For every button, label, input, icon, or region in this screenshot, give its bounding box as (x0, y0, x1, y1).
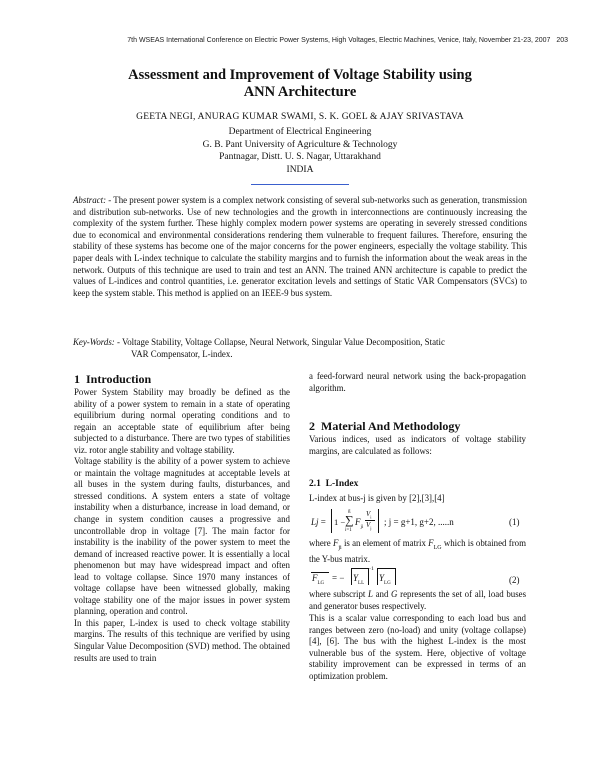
section-1-body (74, 387, 290, 664)
section-2-title: Material And Methodology (321, 419, 461, 433)
keywords (73, 337, 527, 360)
subsection-2-1-heading (309, 479, 358, 489)
eq2-Y2-sub: LG (384, 580, 391, 586)
title-divider (251, 184, 349, 185)
eq1-sum-lower: i=1 (345, 528, 352, 533)
eq2-F: F (312, 573, 318, 583)
eq1-F-sub: ji (360, 524, 364, 530)
section-1-heading (74, 372, 151, 387)
eq2-equals: = − (332, 573, 345, 583)
eq2-Y1: Y (353, 573, 359, 583)
title-line-2: ANN Architecture (243, 84, 357, 100)
where1-text-b: is an element of matrix (343, 538, 426, 548)
intro-paragraph-1: Power System Stability may broadly be defined as the ability of a power system to remain in a state of operating equilibrium during normal operating conditions and to regain an acceptable state of equilibrium after being subjected to a disturbance. There are two types of stabilities viz. rotor angle stability and voltage stability. (74, 387, 290, 455)
eq1-sum-upper: g (348, 509, 351, 514)
eq2-number: (2) (509, 575, 520, 585)
eq1-range: ; j = g+1, g+2, .....n (384, 517, 454, 527)
author-list: GEETA NEGI, ANURAG KUMAR SWAMI, S. K. GOEL & AJAY SRIVASTAVA (136, 112, 464, 122)
eq1-number: (1) (509, 517, 520, 527)
intro-paragraph-3: In this paper, L-index is used to check voltage stability margins. The results of this technique are verified by using Singular Value Decomposition (SVD) method. The obtained results are used to train (74, 617, 290, 663)
eq1-sum-icon: ∑ (345, 513, 354, 527)
subsection-title: L-Index (325, 479, 359, 489)
eq1-V-num-sub: i (370, 514, 372, 520)
title-line-1: Assessment and Improvement of Voltage Stability using (128, 67, 472, 83)
where-clause-2 (309, 589, 526, 612)
where2-text-c: represents the set of all, load buses and generator buses respectively. (309, 589, 527, 611)
section-2-heading (309, 419, 460, 434)
keywords-label: Key-Words: (73, 337, 115, 347)
where2-text-b: and (375, 589, 389, 599)
intro-paragraph-2: Voltage stability is the ability of a power system to achieve or maintain the voltage magnitudes at acceptable levels at all buses in the system during faults, disturbances, and stressed conditions. A system enters a state of voltage instability when a disturbance, increase in load demand, or change in system condition causes a progressive and uncontrollable drop in voltage [7]. The main factor for instability is the inability of the power system to meet the demand of increased reactive power. It is essentially a local phenomenon but may have widespread impact and often lead to voltage collapse. Since 1970 many instances of voltage collapse have been witnessed globally, making voltage stability one of the major issues in power system planning, operation and control. (74, 456, 290, 617)
where1-word: where (309, 538, 331, 548)
eq2-Y2: Y (379, 573, 385, 583)
page-number: 203 (556, 37, 568, 44)
affiliation-line: INDIA (286, 164, 314, 175)
lindex-explanation: This is a scalar value corresponding to each load bus and ranges between zero (no-load) and unity (voltage collapse) [4], [6]. The bus with the highest L-index is the most vulnerable bus of the system. Here, objective of voltage stability improvement can be expressed in terms of an optimization problem. (309, 613, 526, 681)
running-header (0, 37, 568, 44)
keywords-line-1: - Voltage Stability, Voltage Collapse, Neural Network, Singular Value Decomposition, Static (116, 337, 445, 347)
abstract-text: - The present power system is a complex network consisting of several sub-networks such as generation, transmission and distribution sub-networks. Use of new technologies and the growth in interconnections are continuously increasing the complexity of the system further. These highly complex modern power systems are operating in severely stressed conditions due to economical and environmental considerations rendering them vulnerable to frequent failures. Therefore, ensuring the stability of these systems has become one of the major concerns for the power engineers, especially the voltage stability. This paper deals with L-index technique to calculate the stability margins and to furnish the information about the weak areas in the network. Outputs of this technique are used to train and test an ANN. The trained ANN architecture is capable to predict the values of L-indices and control quantities, i.e. generator excitation levels and settings of Static VAR Compensators (SVCs) to keep the system stable. This method is applied on an IEEE-9 bus system. (73, 195, 527, 298)
affiliation-line: G. B. Pant University of Agriculture & Technology (202, 139, 398, 150)
equation-2 (309, 566, 526, 588)
eq1-V-num: V (366, 510, 371, 518)
equation-1: Lj = 1 − g ∑ i=1 $F_{ji}$ $V_i$ $V_j$ ; j = g+1, g+2, .....n (1) (311, 509, 520, 533)
paper-title (60, 67, 540, 101)
lindex-intro: L-index at bus-j is given by [2],[3],[4] (309, 493, 445, 503)
abstract-label: Abstract: (73, 195, 107, 205)
where2-text-a: where subscript (309, 589, 366, 599)
where1-FLG-sub: LG (433, 544, 442, 551)
eq2-Y1-sub: LL (358, 580, 365, 586)
section-2-number: 2 (309, 419, 315, 433)
eq1-one: 1 − (334, 517, 346, 527)
eq1-F: F (355, 517, 361, 527)
where-clause-1 (309, 538, 526, 566)
eq2-inverse: −1 (368, 566, 374, 572)
subsection-number: 2.1 (309, 479, 321, 489)
abstract (73, 195, 527, 299)
where1-F-sub: ji (338, 544, 342, 551)
affiliation-line: Pantnagar, Distt. U. S. Nagar, Uttarakhand (219, 152, 381, 162)
keywords-line-2: VAR Compensator, L-index. (131, 348, 233, 359)
eq1-lhs: Lj (311, 517, 319, 527)
eq1-V-den: V (366, 521, 371, 529)
section-1-number: 1 (74, 372, 80, 386)
running-head-text: 7th WSEAS International Conference on Electric Power Systems, High Voltages, Electric Machines, Venice, Italy, November 21-23, 2007 (127, 37, 551, 44)
intro-paragraph-3-continued: a feed-forward neural network using the back-propagation algorithm. (309, 371, 526, 393)
where1-text-c: which is obtained from the Y-bus matrix. (309, 538, 526, 565)
where2-G: G (391, 589, 398, 599)
where2-L: L (368, 589, 373, 599)
eq2-F-sub: LG (317, 580, 325, 586)
section-2-intro: Various indices, used as indicators of voltage stability margins, are calculated as follows: (309, 434, 526, 456)
where1-F: F (332, 538, 339, 548)
section-1-title: Introduction (86, 372, 152, 386)
affiliation-line: Department of Electrical Engineering (228, 127, 372, 137)
where1-FLG: F (428, 538, 434, 548)
eq1-V-den-sub: j (370, 525, 372, 531)
